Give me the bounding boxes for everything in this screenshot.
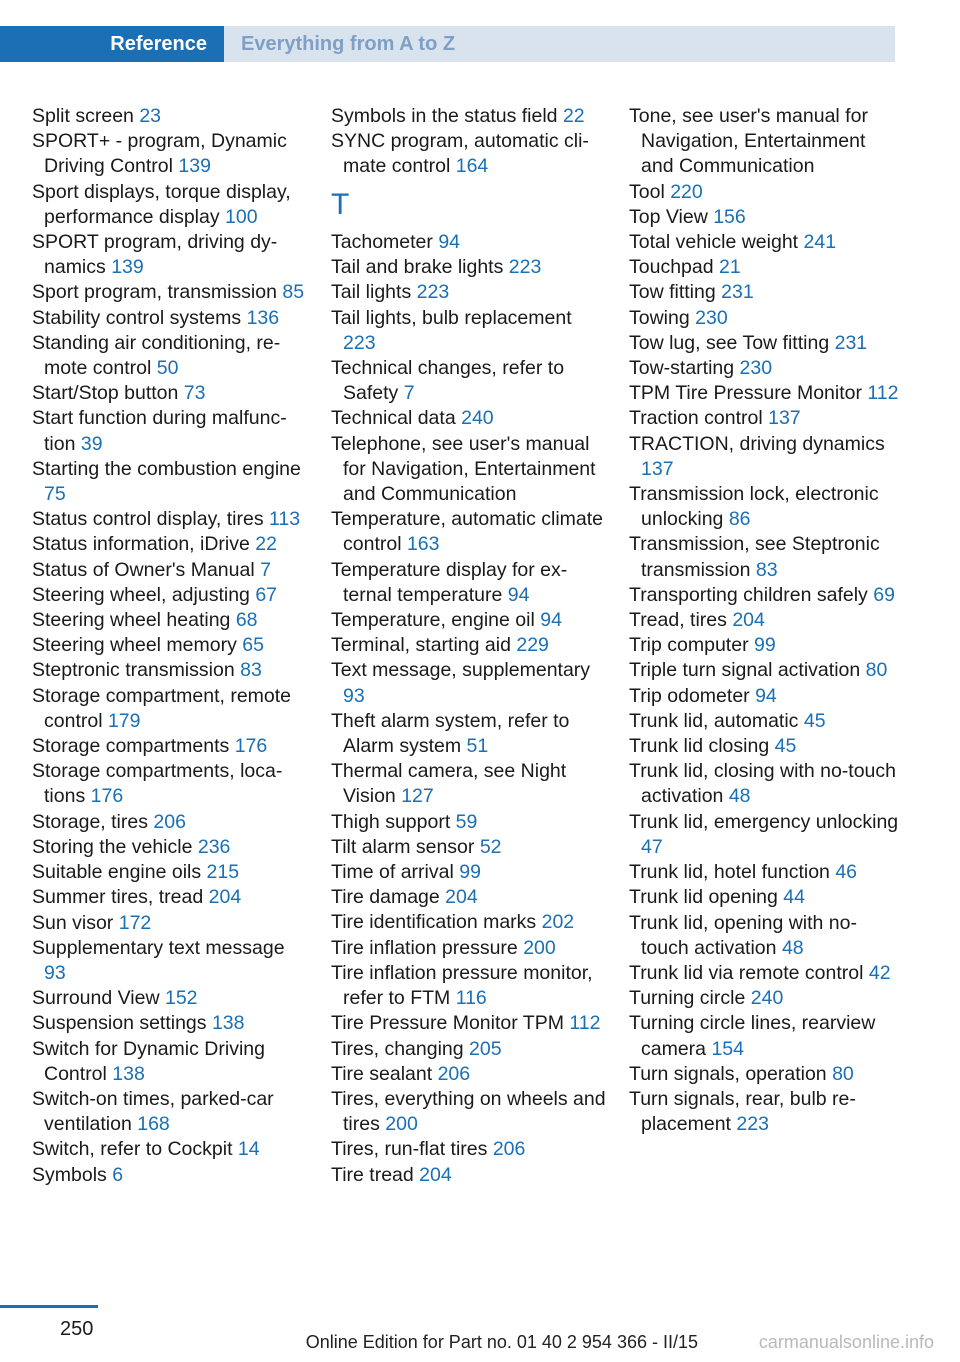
index-entry [629, 709, 899, 734]
index-entry [331, 1137, 606, 1162]
index-entry-text: TPM Tire Pressure Monitor [629, 382, 862, 405]
index-page-link[interactable]: 241 [803, 231, 837, 254]
index-page-link[interactable]: 99 [459, 861, 481, 884]
index-entry [629, 331, 899, 356]
index-page-link[interactable]: 42 [868, 961, 891, 984]
index-entry [629, 911, 899, 961]
index-page-link[interactable]: 138 [112, 1062, 145, 1085]
index-page-link[interactable]: 138 [211, 1012, 245, 1035]
index-page-link[interactable]: 164 [455, 155, 489, 178]
index-page-link[interactable]: 6 [112, 1163, 124, 1186]
index-entry [32, 1037, 307, 1087]
index-page-link[interactable]: 7 [403, 382, 415, 405]
index-page-link[interactable]: 220 [670, 180, 703, 203]
index-entry [32, 936, 307, 986]
index-entry-text: Trip computer [629, 634, 749, 657]
index-page-link[interactable]: 50 [156, 357, 179, 380]
index-entry [629, 255, 899, 280]
index-entry-text: Start function during malfunction [32, 407, 287, 455]
index-page-link[interactable]: 139 [178, 155, 211, 178]
index-entry [32, 759, 307, 809]
index-entry [629, 532, 899, 582]
index-entry [331, 255, 606, 280]
index-entry-text: Temperature, engine oil [331, 609, 535, 632]
watermark: carmanualsonline.info [758, 1332, 934, 1352]
index-page-link[interactable]: 223 [508, 256, 542, 279]
index-entry [32, 608, 307, 633]
index-entry [331, 608, 606, 633]
index-entry [629, 180, 899, 205]
index-page-link[interactable]: 23 [139, 105, 162, 127]
footer-rule [0, 1305, 98, 1308]
index-entry [32, 457, 307, 507]
index-entry-text: Starting the combustion engine [32, 457, 301, 480]
index-page-link[interactable]: 172 [118, 911, 152, 934]
index-entry [32, 911, 307, 936]
index-page-link[interactable]: 80 [865, 659, 888, 682]
index-entry [32, 835, 307, 860]
index-entry-text: Technical changes, refer to Safety [331, 357, 565, 405]
page-number: 250 [60, 1318, 94, 1340]
index-page-link[interactable]: 85 [282, 281, 305, 304]
index-entry-text: Symbols [32, 1163, 107, 1186]
index-page-link[interactable]: 154 [711, 1037, 744, 1060]
index-page-link[interactable]: 204 [419, 1163, 452, 1186]
index-page-link[interactable]: 93 [44, 961, 66, 984]
index-entry-text: Start/Stop button [32, 382, 179, 405]
index-entry-text: SPORT program, driving dynamics [32, 231, 278, 279]
index-entry-text: Sport program, transmission [32, 281, 277, 304]
index-entry-text: Text message, supplementary [331, 659, 591, 682]
index-entry-text: Turn signals, operation [629, 1062, 827, 1085]
index-page-link[interactable]: 45 [774, 735, 797, 758]
index-entry-text: Switch-on times, parked-car ventilation [32, 1087, 274, 1136]
index-page-link[interactable]: 83 [755, 558, 778, 581]
index-entry-text: Transmission lock, electronic unlocking [629, 483, 879, 531]
index-page-link[interactable]: 230 [739, 357, 773, 380]
index-entry [32, 1163, 307, 1188]
index-entry-text: Trunk lid opening [629, 886, 778, 909]
index-page-link[interactable]: 179 [107, 709, 141, 732]
index-page-link[interactable]: 240 [750, 987, 784, 1010]
index-entry-text: Storage compartments [32, 735, 230, 758]
index-entry-text: Tow fitting [629, 281, 716, 304]
index-page-link[interactable]: 75 [44, 483, 66, 506]
index-entry-text: Tachometer [331, 231, 433, 253]
index-page-link[interactable]: 73 [183, 382, 206, 405]
index-entry-text: SPORT+ - program, Dynamic Driving Control [32, 130, 287, 178]
index-entry [331, 356, 606, 406]
index-entry [331, 306, 606, 356]
index-page-link[interactable]: 93 [343, 684, 365, 707]
index-column-1 [32, 104, 307, 1188]
index-entry [629, 885, 899, 910]
index-letter-heading: T [331, 187, 350, 221]
index-entry-text: Trunk lid, automatic [629, 709, 799, 732]
index-entry [32, 986, 307, 1011]
index-entry [32, 230, 307, 280]
index-entry [629, 482, 899, 532]
index-entry [32, 104, 307, 129]
index-entry-text: Supplementary text message [32, 936, 285, 959]
index-page-link[interactable]: 69 [873, 583, 895, 606]
index-page-link[interactable]: 206 [492, 1138, 526, 1161]
section-tab: Reference [0, 26, 224, 62]
index-page-link[interactable]: 223 [343, 331, 376, 354]
edition-note: Online Edition for Part no. 01 40 2 954 366 - II/15 [305, 1332, 698, 1352]
index-page-link[interactable]: 44 [783, 886, 805, 909]
index-entry-text: Tire identification marks [331, 911, 537, 934]
index-entry [629, 810, 899, 860]
index-entry-text: Triple turn signal activation [629, 659, 861, 682]
index-entry [629, 986, 899, 1011]
index-entry-text: SYNC program, automatic climate control [331, 130, 589, 178]
index-entry-text: Tow-starting [629, 357, 735, 380]
index-page-link[interactable]: 136 [246, 306, 280, 329]
index-entry-text: Status control display, tires [32, 508, 264, 531]
index-entry-text: Summer tires, tread [32, 886, 204, 909]
index-entry [32, 129, 307, 179]
index-entry [629, 658, 899, 683]
index-page-link[interactable]: 152 [164, 987, 198, 1010]
index-page-link[interactable]: 229 [516, 634, 549, 657]
index-entry-text: Transporting children safely [629, 583, 868, 606]
index-entry-text: Switch for Dynamic Driving Control [32, 1037, 265, 1085]
index-page-link[interactable]: 230 [695, 306, 728, 329]
index-entry-text: Storage, tires [32, 810, 148, 833]
index-entry-text: Tire inflation pressure monitor, refer to FTM [331, 961, 593, 1010]
index-entry [331, 230, 606, 255]
index-entry-text: Steering wheel, adjusting [32, 583, 250, 606]
index-entry-text: Tail and brake lights [331, 256, 504, 279]
index-page-link[interactable]: 86 [728, 508, 751, 531]
index-page-link[interactable]: 80 [832, 1062, 854, 1085]
index-page-link[interactable]: 137 [641, 457, 674, 480]
index-entry [629, 205, 899, 230]
index-page-link[interactable]: 204 [732, 609, 765, 632]
index-page-link[interactable]: 156 [713, 205, 746, 228]
index-page-link[interactable]: 112 [867, 382, 899, 405]
index-page-link[interactable]: 112 [569, 1012, 601, 1035]
index-page-link[interactable]: 22 [255, 533, 277, 556]
index-entry [32, 810, 307, 835]
index-page-link[interactable]: 99 [753, 634, 776, 657]
index-entry-text: Trunk lid via remote control [629, 961, 864, 984]
index-page-link[interactable]: 51 [466, 735, 489, 758]
index-entry [32, 583, 307, 608]
index-page-link[interactable]: 204 [445, 886, 478, 909]
index-entry [32, 381, 307, 406]
index-entry-text: Turn signals, rear, bulb replacement [629, 1087, 856, 1136]
index-entry-text: Temperature, automatic climate control [331, 508, 604, 556]
index-page-link[interactable]: 100 [225, 205, 258, 228]
index-entry [331, 406, 606, 431]
index-page-link[interactable]: 52 [479, 835, 502, 858]
index-page-link[interactable]: 22 [562, 105, 585, 127]
index-page-link[interactable]: 94 [755, 684, 777, 707]
index-entry [32, 280, 307, 305]
index-page-link[interactable]: 94 [507, 583, 530, 606]
subsection-tab: Everything from A to Z [224, 26, 895, 62]
index-page-link[interactable]: 48 [781, 936, 804, 959]
index-page-link[interactable]: 83 [240, 659, 262, 682]
index-page-link[interactable]: 39 [80, 432, 103, 455]
index-entry [629, 356, 899, 381]
index-page-link[interactable]: 127 [401, 785, 434, 808]
index-page-link[interactable]: 59 [455, 810, 478, 833]
index-entry [629, 381, 899, 406]
index-entry-text: Temperature display for external temperature [331, 558, 568, 606]
index-entry-text: Surround View [32, 987, 160, 1010]
index-page-link[interactable]: 223 [736, 1113, 769, 1136]
index-entry-text: Storing the vehicle [32, 835, 193, 858]
index-entry-text: Tire inflation pressure [331, 936, 518, 959]
index-entry [32, 532, 307, 557]
index-entry-text: Trunk lid, emergency unlocking [629, 810, 899, 833]
index-entry [32, 860, 307, 885]
index-entry [331, 1062, 606, 1087]
index-entry [32, 507, 307, 532]
index-entry [331, 936, 606, 961]
index-entry [629, 280, 899, 305]
index-page-link[interactable]: 163 [406, 533, 440, 556]
index-entry-text: Storage compartments, locations [32, 760, 283, 808]
index-entry [331, 507, 606, 557]
index-page-link[interactable]: 236 [197, 835, 231, 858]
index-entry-text: Storage compartment, remote control [32, 684, 292, 732]
index-page-link[interactable]: 206 [153, 810, 186, 833]
index-entry-text: Tires, changing [331, 1037, 464, 1060]
index-entry-text: Turning circle lines, rearview camera [629, 1012, 876, 1060]
index-page-link[interactable]: 176 [90, 785, 124, 808]
index-page-link[interactable]: 206 [437, 1062, 471, 1085]
index-page-link[interactable]: 116 [455, 987, 487, 1010]
index-entry-text: Switch, refer to Cockpit [32, 1138, 233, 1161]
index-entry-text: Time of arrival [331, 861, 454, 884]
index-entry-text: Tool [629, 180, 665, 203]
index-entry-text: Status information, iDrive [32, 533, 250, 556]
index-page-link[interactable]: 46 [835, 861, 858, 884]
index-page-link[interactable]: 202 [541, 911, 575, 934]
index-entry-text: Telephone, see user's manual for Navigation, Entertainment and Communication [331, 432, 596, 506]
index-page-link[interactable]: 47 [641, 835, 663, 858]
index-entry [32, 1011, 307, 1036]
index-page-link[interactable]: 137 [768, 407, 801, 430]
index-entry-text: Suspension settings [32, 1012, 207, 1035]
index-entry-text: Total vehicle weight [629, 231, 799, 254]
index-entry-text: TRACTION, driving dynamics [629, 432, 885, 455]
index-entry [32, 734, 307, 759]
index-entry [331, 432, 606, 508]
index-entry [331, 280, 606, 305]
index-entry-text: Tire sealant [331, 1062, 433, 1085]
index-page-link[interactable]: 94 [540, 609, 562, 632]
index-entry-text: Split screen [32, 105, 134, 127]
index-entry [32, 885, 307, 910]
index-entry [331, 1037, 606, 1062]
index-entry [629, 608, 899, 633]
index-entry [629, 432, 899, 482]
index-page-link[interactable]: 45 [803, 709, 826, 732]
index-entry [32, 406, 307, 456]
index-entry-text: Touchpad [629, 256, 714, 279]
index-entry [629, 230, 899, 255]
index-entry-text: Steering wheel memory [32, 634, 237, 657]
index-entry-text: Standing air conditioning, remote control [32, 331, 281, 380]
index-entry-text: Trunk lid, opening with no-touch activation [629, 911, 857, 959]
index-entry [629, 961, 899, 986]
index-entry [32, 1087, 307, 1137]
index-entry-text: Technical data [331, 407, 456, 430]
index-entry [32, 306, 307, 331]
index-page-link[interactable]: 200 [385, 1113, 418, 1136]
index-entry-text: Trunk lid, hotel function [629, 861, 830, 884]
index-page-link[interactable]: 21 [719, 256, 741, 279]
index-entry [331, 709, 606, 759]
index-entry [331, 633, 606, 658]
index-entry-text: Trunk lid closing [629, 735, 770, 758]
index-entry-text: Sun visor [32, 911, 114, 934]
index-entry-text: Turning circle [629, 987, 746, 1010]
index-entry [629, 1087, 899, 1137]
index-entry [629, 633, 899, 658]
index-entry [331, 1011, 606, 1036]
index-page-link[interactable]: 231 [834, 331, 868, 354]
header-bar [0, 26, 895, 62]
index-entry [331, 810, 606, 835]
index-entry [331, 885, 606, 910]
index-page-link[interactable]: 205 [469, 1037, 502, 1060]
index-entry [32, 658, 307, 683]
index-entry-text: Tires, everything on wheels and tires [331, 1087, 606, 1136]
index-page-link[interactable]: 65 [242, 634, 264, 657]
index-page-link[interactable]: 168 [137, 1113, 170, 1136]
index-entry [629, 734, 899, 759]
index-entry-text: Traction control [629, 407, 763, 430]
index-page-link[interactable]: 113 [269, 508, 301, 531]
index-entry-text: Suitable engine oils [32, 861, 202, 884]
index-entry [331, 910, 606, 935]
index-entry-text: Trip odometer [629, 684, 750, 707]
index-entry-text: Tail lights, bulb replacement [331, 306, 572, 329]
index-entry-text: Theft alarm system, refer to Alarm system [331, 709, 570, 758]
index-entry [331, 759, 606, 809]
index-entry-text: Tread, tires [629, 609, 727, 632]
index-entry-text: Symbols in the status field [331, 105, 558, 127]
index-entry [331, 104, 606, 129]
index-entry-text: Trunk lid, closing with no-touch activation [629, 760, 896, 808]
index-entry [629, 759, 899, 809]
index-entry-text: Terminal, starting aid [331, 634, 511, 657]
index-entry-text: Tow lug, see Tow fitting [629, 331, 830, 354]
index-page-link[interactable]: 215 [206, 861, 240, 884]
index-page-link[interactable]: 7 [260, 558, 271, 581]
index-page-link[interactable]: 94 [438, 231, 461, 253]
index-entry [331, 860, 606, 885]
index-entry [629, 104, 899, 180]
index-page-link[interactable]: 14 [237, 1138, 260, 1161]
index-entry [331, 129, 606, 179]
index-entry [629, 1011, 899, 1061]
index-entry-text: Tilt alarm sensor [331, 835, 475, 858]
index-page-link[interactable]: 231 [721, 281, 754, 304]
index-entry-text: Steering wheel heating [32, 609, 231, 632]
index-page-link[interactable]: 223 [416, 281, 450, 304]
index-entry [32, 180, 307, 230]
index-entry [32, 633, 307, 658]
index-entry-text: Thigh support [331, 810, 451, 833]
index-entry [32, 684, 307, 734]
index-entry [331, 961, 606, 1011]
index-entry-text: Transmission, see Steptronic transmission [629, 533, 880, 581]
index-entry [32, 331, 307, 381]
index-entry [331, 1163, 606, 1188]
index-entry-text: Steptronic transmission [32, 659, 235, 682]
index-entry [331, 1087, 606, 1137]
index-page-link[interactable]: 240 [461, 407, 494, 430]
index-page-link[interactable]: 139 [111, 256, 144, 279]
index-entry-text: Tire tread [331, 1163, 414, 1186]
index-entry [629, 1062, 899, 1087]
index-entry [32, 558, 307, 583]
index-page-link[interactable]: 48 [728, 785, 751, 808]
index-entry [331, 835, 606, 860]
index-entry-text: Tone, see user's manual for Navigation, Entertainment and Communication [629, 105, 868, 178]
index-entry-text: Tire Pressure Monitor TPM [331, 1012, 564, 1035]
index-entry-text: Towing [629, 306, 690, 329]
index-entry-text: Sport displays, torque display, performance display [32, 180, 291, 228]
index-entry [629, 684, 899, 709]
index-entry-text: Status of Owner's Manual [32, 558, 255, 581]
index-entry [331, 658, 606, 708]
index-entry [629, 860, 899, 885]
index-page-link[interactable]: 204 [208, 886, 242, 909]
index-entry-text: Tire damage [331, 886, 440, 909]
index-entry [629, 406, 899, 431]
index-entry-text: Tail lights [331, 281, 412, 304]
index-entry [629, 583, 899, 608]
index-column-3 [629, 104, 899, 1137]
index-entry-text: Top View [629, 205, 708, 228]
index-page-link[interactable]: 176 [234, 735, 268, 758]
index-page-link[interactable]: 68 [235, 609, 258, 632]
index-page-link[interactable]: 67 [255, 583, 278, 606]
index-entry [629, 306, 899, 331]
index-column-2 [331, 104, 606, 1188]
index-entry-text: Thermal camera, see Night Vision [331, 760, 567, 808]
index-entry [331, 558, 606, 608]
index-entry-text: Tires, run-flat tires [331, 1138, 488, 1161]
index-page-link[interactable]: 200 [523, 936, 556, 959]
index-entry [32, 1137, 307, 1162]
index-entry-text: Stability control systems [32, 306, 242, 329]
